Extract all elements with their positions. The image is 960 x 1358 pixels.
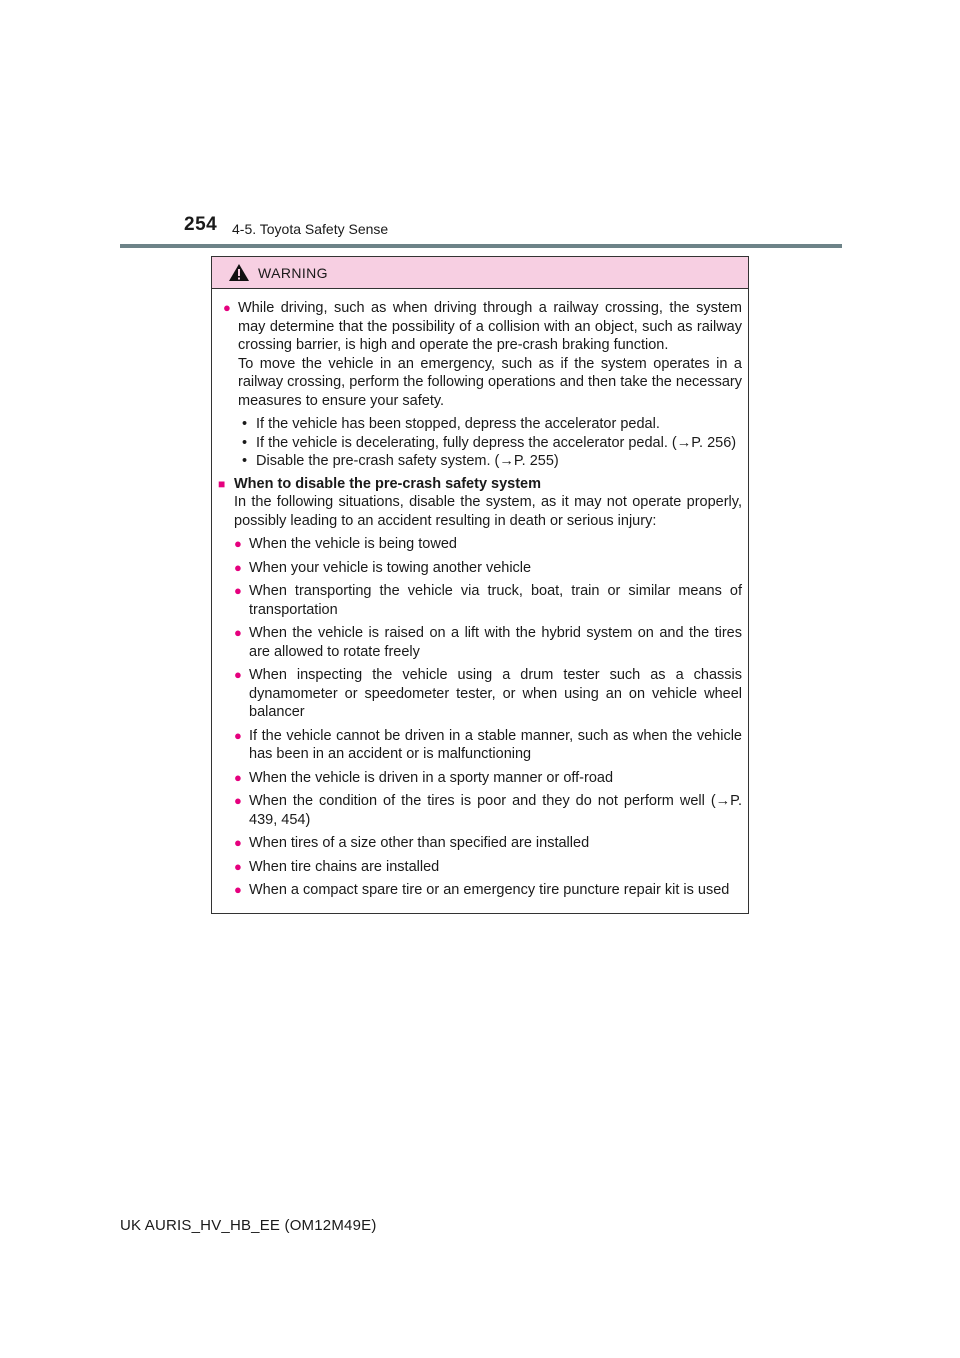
warning-content [212,289,748,900]
list-item-text: When tires of a size other than specified are installed [249,835,590,851]
list-item [234,559,742,578]
list-item-text: When the condition of the tires is poor and they do not perform well (→P. 439, 454) [249,793,742,828]
sub-list-item [238,415,742,434]
list-item-text: When the vehicle is raised on a lift with the hybrid system on and the tires are allowed to rotate freely [249,625,742,660]
list-item-text: When the vehicle is driven in a sporty manner or off-road [249,769,614,786]
bullet-dot-icon: ● [234,858,242,874]
bullet-dot-icon: ● [234,882,242,897]
warning-header [212,257,748,289]
section-title: 4-5. Toyota Safety Sense [232,221,389,237]
bullet-dot-icon: ● [234,727,242,743]
list-item [234,834,742,853]
bullet-dot-icon: ● [234,835,242,850]
footer-model-code: UK AURIS_HV_HB_EE (OM12M49E) [120,1217,377,1234]
list-item [234,582,742,619]
bullet-dot-icon: ● [234,559,242,575]
bullet-dot-icon: ● [223,300,231,315]
section-heading [218,475,742,494]
sub-list [238,415,742,471]
small-bullet-icon: • [242,453,248,469]
bullet-dot-icon: ● [234,625,242,640]
small-bullet-icon: • [242,416,248,432]
sub-list-item [238,452,742,471]
page-number: 254 [184,214,218,235]
list-item-text: When inspecting the vehicle using a drum tester such as a chassis dynamometer or speedometer tester, or when using an on vehicle wheel balancer [249,667,742,720]
warning-triangle-icon [228,263,250,282]
list-item [234,881,742,900]
list-item [234,858,742,877]
list-item [234,624,742,661]
list-item-text: When tire chains are installed [249,858,440,875]
list-item-text: When a compact spare tire or an emergency tire puncture repair kit is used [249,882,730,898]
header-divider [120,244,842,248]
list-item [234,792,742,829]
heading-intro: In the following situations, disable the system, as it may not operate properly, possibly leading to an accident resulting in death or serious injury: [234,494,742,529]
sub-list-item-text: If the vehicle has been stopped, depress the accelerator pedal. [256,416,660,432]
list-item [234,727,742,764]
warning-title: WARNING [258,264,328,281]
list-item-text: When your vehicle is towing another vehicle [249,559,532,576]
bullet-dot-icon: ● [234,583,242,598]
small-bullet-icon: • [242,434,248,451]
intro-text-2: To move the vehicle in an emergency, such as if the system operates in a railway crossing, perform the following operations and then take the necessary measures to ensure your safety. [238,355,742,409]
sub-list-item-text: Disable the pre-crash safety system. (→P. 255) [256,453,559,469]
list-item [218,299,742,410]
warning-box [211,256,749,914]
sub-list-item [238,434,742,453]
list-item [234,535,742,554]
list-item [234,666,742,722]
intro-text: While driving, such as when driving through a railway crossing, the system may determine that the possibility of a collision with an object, such as railway crossing barrier, is high and operate the pre-crash braking function. [238,300,742,353]
bullet-dot-icon: ● [234,536,242,551]
bullet-dot-icon: ● [234,793,242,808]
bullet-dot-icon: ● [234,769,242,785]
list-item [234,769,742,788]
list-item-text: When the vehicle is being towed [249,536,457,552]
list-item-text: When transporting the vehicle via truck, boat, train or similar means of transportation [249,583,742,618]
bullet-dot-icon: ● [234,667,242,682]
sub-list-item-text: If the vehicle is decelerating, fully depress the accelerator pedal. (→P. 256) [256,434,737,451]
heading-text: When to disable the pre-crash safety system [234,475,542,492]
list-item-text: If the vehicle cannot be driven in a stable manner, such as when the vehicle has been in an accident or is malfunctioning [249,727,742,762]
square-bullet-icon: ■ [218,476,226,491]
situations-list [218,535,742,900]
